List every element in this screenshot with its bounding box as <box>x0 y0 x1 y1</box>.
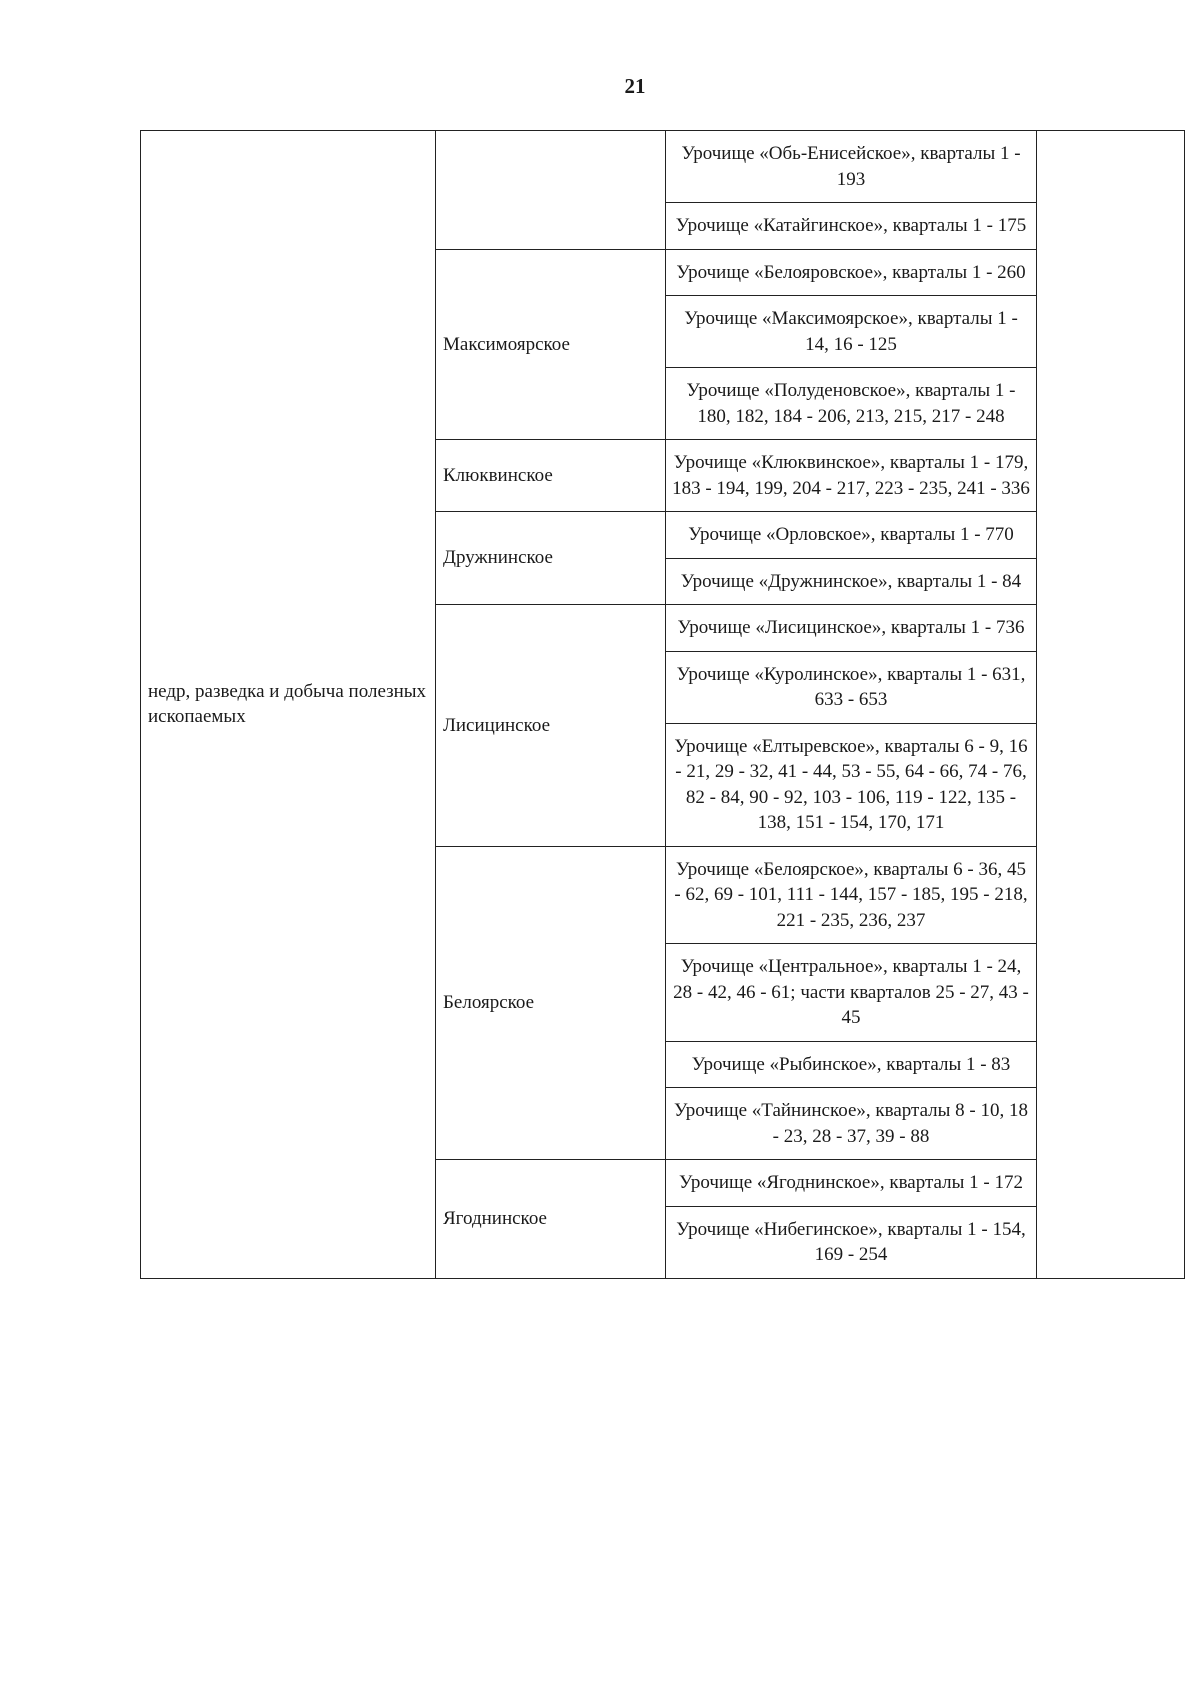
forestry-cell: Клюквинское <box>436 440 666 512</box>
forestry-cell: Белоярское <box>436 846 666 1160</box>
tract-cell: Урочище «Обь-Енисейское», кварталы 1 - 193 <box>666 131 1037 203</box>
tract-cell: Урочище «Лисицинское», кварталы 1 - 736 <box>666 605 1037 652</box>
tract-cell: Урочище «Куролинское», кварталы 1 - 631, 633 - 653 <box>666 651 1037 723</box>
tract-cell: Урочище «Полуденовское», кварталы 1 - 180, 182, 184 - 206, 213, 215, 217 - 248 <box>666 368 1037 440</box>
tract-cell: Урочище «Центральное», кварталы 1 - 24, 28 - 42, 46 - 61; части кварталов 25 - 27, 43 - 45 <box>666 944 1037 1042</box>
tract-cell: Урочище «Катайгинское», кварталы 1 - 175 <box>666 203 1037 250</box>
tract-cell: Урочище «Белоярское», кварталы 6 - 36, 45 - 62, 69 - 101, 111 - 144, 157 - 185, 195 - 218, 221 - 235, 236, 237 <box>666 846 1037 944</box>
tract-cell: Урочище «Белояровское», кварталы 1 - 260 <box>666 249 1037 296</box>
tract-cell: Урочище «Ягоднинское», кварталы 1 - 172 <box>666 1160 1037 1207</box>
tract-cell: Урочище «Тайнинское», кварталы 8 - 10, 18 - 23, 28 - 37, 39 - 88 <box>666 1088 1037 1160</box>
tract-cell: Урочище «Максимоярское», кварталы 1 - 14, 16 - 125 <box>666 296 1037 368</box>
table-row <box>141 131 1185 203</box>
forestry-cell: Лисицинское <box>436 605 666 847</box>
tract-cell: Урочище «Орловское», кварталы 1 - 770 <box>666 512 1037 559</box>
page-number: 21 <box>624 74 646 98</box>
tract-cell: Урочище «Клюквинское», кварталы 1 - 179, 183 - 194, 199, 204 - 217, 223 - 235, 241 - 336 <box>666 440 1037 512</box>
activity-type-cell: недр, разведка и добыча полезных ископаемых <box>141 131 436 1279</box>
forestry-cell: Дружнинское <box>436 512 666 605</box>
forestry-cell: Ягоднинское <box>436 1160 666 1279</box>
empty-notes-cell <box>1037 131 1185 1279</box>
forestry-cell: Максимоярское <box>436 249 666 440</box>
tract-cell: Урочище «Дружнинское», кварталы 1 - 84 <box>666 558 1037 605</box>
forestry-cell <box>436 131 666 250</box>
tract-cell: Урочище «Рыбинское», кварталы 1 - 83 <box>666 1041 1037 1088</box>
forestry-table <box>140 130 1185 1279</box>
tract-cell: Урочище «Елтыревское», кварталы 6 - 9, 16 - 21, 29 - 32, 41 - 44, 53 - 55, 64 - 66, 74 - 76, 82 - 84, 90 - 92, 103 - 106, 119 - 122, 135 - 138, 151 - 154, 170, 171 <box>666 723 1037 846</box>
tract-cell: Урочище «Нибегинское», кварталы 1 - 154, 169 - 254 <box>666 1206 1037 1278</box>
